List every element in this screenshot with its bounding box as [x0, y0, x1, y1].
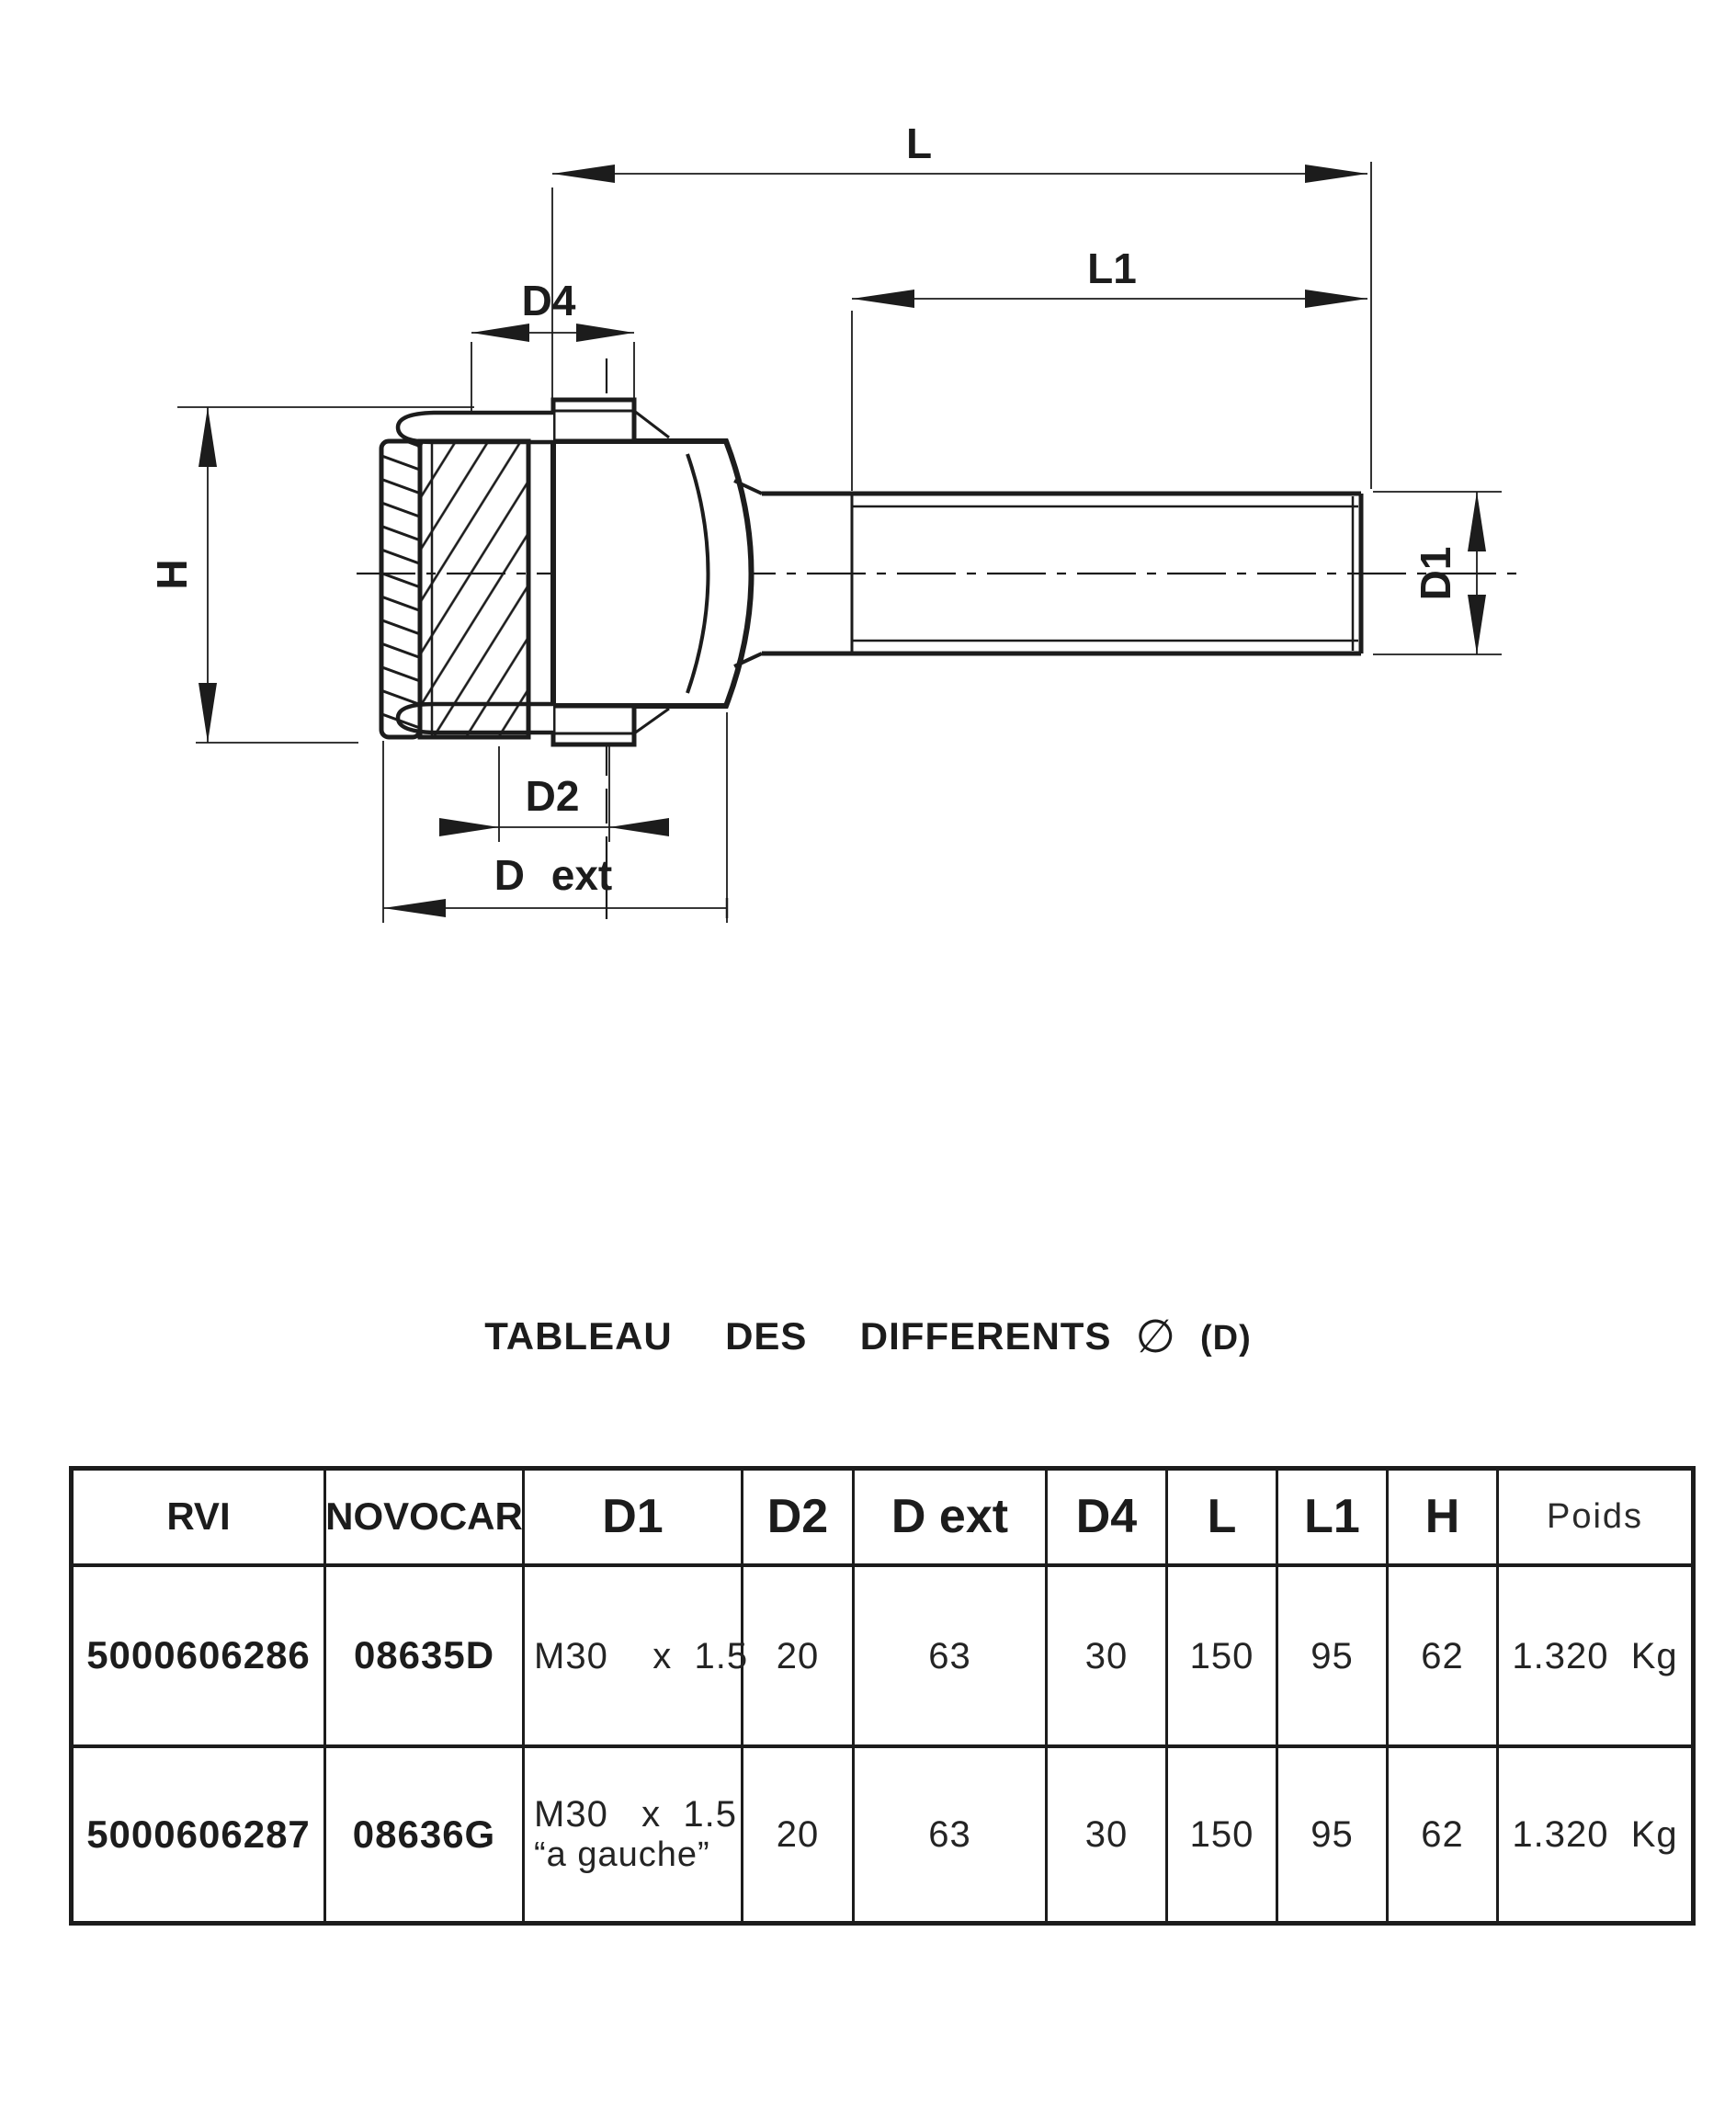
row2-d1: [525, 1748, 743, 1921]
dim-label-D2: D2: [525, 772, 580, 820]
row1-d4: 30: [1048, 1567, 1168, 1748]
row2-d4: 30: [1048, 1748, 1168, 1921]
col-header-d4: D4: [1048, 1471, 1168, 1567]
dim-label-D4: D4: [521, 277, 576, 324]
row2-d1-thread: M30 x 1.5: [534, 1794, 737, 1835]
table-title-text: TABLEAU DES DIFFERENTS: [484, 1314, 1112, 1358]
nut-collar: [553, 441, 752, 706]
row2-rvi: 5000606287: [74, 1748, 326, 1921]
col-header-d2: D2: [743, 1471, 855, 1567]
row2-l: 150: [1168, 1748, 1278, 1921]
row1-novocar: 08635D: [326, 1567, 525, 1748]
stud-boss-top: [553, 400, 634, 441]
dim-label-D1: D1: [1412, 546, 1459, 601]
row1-l: 150: [1168, 1567, 1278, 1748]
col-header-d1: D1: [525, 1471, 743, 1567]
row1-h: 62: [1389, 1567, 1499, 1748]
row1-d2: 20: [743, 1567, 855, 1748]
row2-poids: 1.320 Kg: [1512, 1814, 1678, 1855]
dim-label-L: L: [905, 119, 933, 167]
dim-label-Dext: D ext: [494, 851, 613, 899]
table-title-suffix: (D): [1200, 1319, 1252, 1358]
row1-rvi: 5000606286: [74, 1567, 326, 1748]
ball-joint-part: [381, 400, 1361, 744]
row1-l1: 95: [1278, 1567, 1389, 1748]
col-header-poids: Poids: [1499, 1471, 1691, 1567]
row1-poids: 1.320 Kg: [1499, 1567, 1691, 1748]
row1-d1: M30 x 1.5: [525, 1567, 743, 1748]
dim-label-L1: L1: [1087, 244, 1137, 292]
row2-d2: 20: [743, 1748, 855, 1921]
diameter-symbol: ∅: [1135, 1311, 1177, 1362]
row2-h: 62: [1389, 1748, 1499, 1921]
row2-d1-note: “a gauche”: [534, 1835, 710, 1875]
col-header-l1: L1: [1278, 1471, 1389, 1567]
table-title: [0, 1307, 1736, 1360]
dim-label-H: H: [148, 559, 196, 590]
col-header-h: H: [1389, 1471, 1499, 1567]
housing-section-band: [420, 441, 528, 737]
dimensions-table: [69, 1466, 1696, 1926]
col-header-dext: D ext: [855, 1471, 1048, 1567]
row2-dext: 63: [855, 1748, 1048, 1921]
col-header-l: L: [1168, 1471, 1278, 1567]
stud-boss-bottom-chamfer: [634, 709, 669, 733]
dimension-lines: [177, 162, 1502, 923]
row1-dext: 63: [855, 1567, 1048, 1748]
dimension-label-texts: [148, 119, 1459, 899]
stud-boss-top-chamfer: [634, 411, 669, 438]
stud-boss-bottom: [553, 706, 634, 744]
col-header-rvi: RVI: [74, 1471, 326, 1567]
row2-l1: 95: [1278, 1748, 1389, 1921]
housing-knurl-band: [381, 441, 420, 737]
col-header-novocar: NOVOCAR: [326, 1471, 525, 1567]
row2-novocar: 08636G: [326, 1748, 525, 1921]
housing-cap-top: [398, 413, 553, 442]
